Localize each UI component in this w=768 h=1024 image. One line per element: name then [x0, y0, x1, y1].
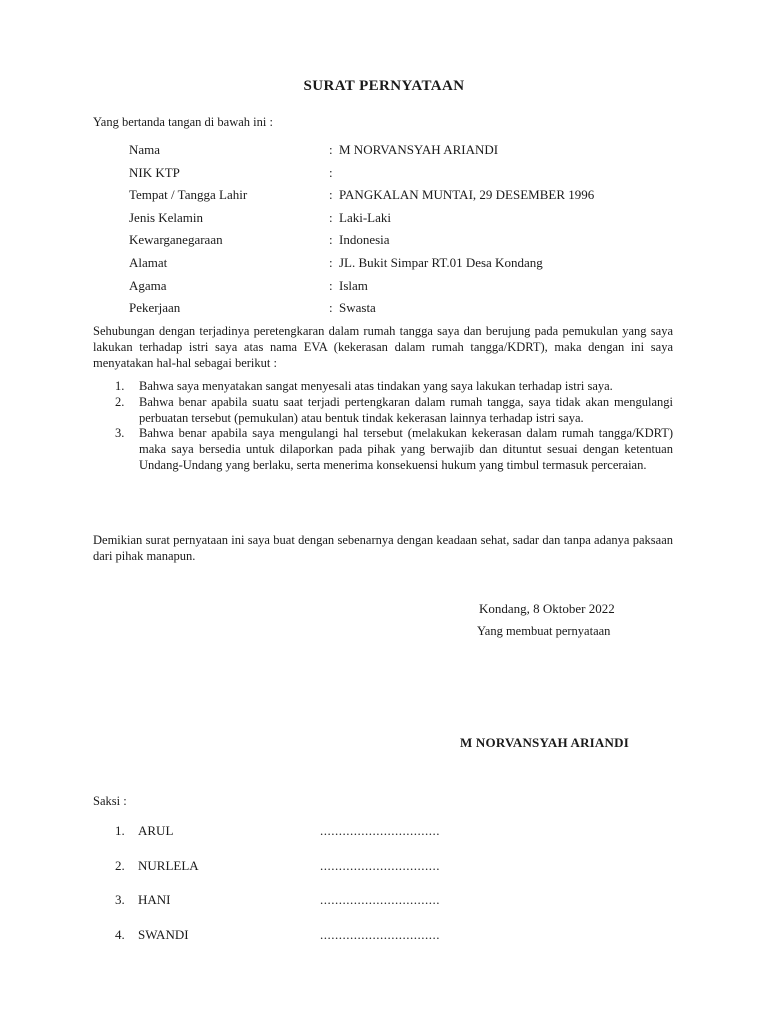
field-value: Laki-Laki — [339, 209, 391, 225]
list-text: Bahwa benar apabila saya mengulangi hal tersebut (melakukan kekerasan dalam rumah tangga/KDRT) maka saya bersedia untuk dilaporkan pada pihak yang berwajib dan dituntut sesuai dengan ketentuan Undang-Undang yang berlaku, serta menerima konsekuensi hukum yang timbul termasuk perceraian. — [139, 426, 673, 472]
field-label: Alamat — [129, 254, 168, 270]
field-row-occupation — [129, 299, 689, 322]
field-colon: : — [329, 254, 333, 270]
witness-number: 2. — [115, 857, 125, 873]
list-number: 1. — [115, 379, 125, 393]
field-row-gender — [129, 209, 689, 232]
signature-line: ................................ — [320, 892, 440, 907]
field-row-address — [129, 254, 689, 277]
witness-name: HANI — [138, 892, 171, 907]
list-text: Bahwa saya menyatakan sangat menyesali atas tindakan yang saya lakukan terhadap istri saya. — [139, 379, 613, 393]
document-title: SURAT PERNYATAAN — [303, 78, 465, 94]
list-item — [93, 426, 673, 473]
field-label: Kewarganegaraan — [129, 232, 223, 248]
field-colon: : — [329, 164, 333, 180]
witness-name: NURLELA — [138, 857, 199, 873]
witness-list — [115, 823, 515, 961]
witness-name: SWANDI — [138, 926, 189, 942]
list-item — [115, 858, 515, 893]
field-colon: : — [329, 300, 333, 316]
field-value: M NORVANSYAH ARIANDI — [339, 142, 499, 157]
list-item — [93, 379, 673, 395]
place-date: Kondang, 8 Oktober 2022 — [479, 601, 615, 616]
context-paragraph: Sehubungan dengan terjadinya peretengkaran dalam rumah tangga saya dan berujung pada pemukulan yang saya lakukan terhadap istri saya atas nama EVA (kekerasan dalam rumah tangga/KDRT), maka dengan ini saya menyatakan hal-hal sebagai berikut : — [93, 324, 673, 370]
field-value: JL. Bukit Simpar RT.01 Desa Kondang — [339, 254, 543, 270]
list-item — [115, 927, 515, 962]
field-value: Swasta — [339, 300, 376, 316]
field-value: Indonesia — [339, 232, 390, 248]
field-colon: : — [329, 277, 333, 293]
list-item — [93, 395, 673, 427]
closing-paragraph: Demikian surat pernyataan ini saya buat dengan sebenarnya dengan keadaan sehat, sadar dan tanpa adanya paksaan dari pihak manapun. — [93, 533, 673, 563]
signer-name: M NORVANSYAH ARIANDI — [460, 735, 629, 750]
witness-name: ARUL — [138, 823, 174, 838]
field-colon: : — [329, 142, 333, 157]
field-label: Tempat / Tangga Lahir — [129, 187, 248, 203]
field-row-nama — [129, 141, 689, 164]
statement-list — [93, 379, 673, 474]
signature-line: ................................ — [320, 857, 440, 873]
field-colon: : — [329, 209, 333, 225]
list-item — [115, 892, 515, 927]
witness-number: 4. — [115, 926, 125, 942]
field-label: Pekerjaan — [129, 300, 181, 316]
witness-number: 1. — [115, 823, 125, 838]
identity-fields — [129, 141, 689, 322]
list-number: 2. — [115, 394, 125, 409]
field-colon: : — [329, 232, 333, 248]
witness-number: 3. — [115, 892, 125, 907]
field-row-nik — [129, 164, 689, 187]
field-value: Islam — [339, 277, 368, 293]
field-colon: : — [329, 187, 333, 203]
list-number: 3. — [115, 426, 125, 441]
signature-line: ................................ — [320, 823, 440, 838]
field-row-birth — [129, 186, 689, 209]
field-label: Nama — [129, 142, 161, 157]
witness-label: Saksi : — [93, 794, 127, 808]
field-row-citizenship — [129, 231, 689, 254]
field-value: PANGKALAN MUNTAI, 29 DESEMBER 1996 — [339, 187, 595, 203]
signature-line: ................................ — [320, 926, 440, 942]
list-item — [115, 823, 515, 858]
list-text: Bahwa benar apabila suatu saat terjadi pertengkaran dalam rumah tangga, saya tidak akan mengulangi perbuatan tersebut (pemukulan) atau bentuk tindak kekerasan lainnya terhadap istri saya. — [139, 394, 673, 425]
field-label: Agama — [129, 277, 167, 293]
maker-label: Yang membuat pernyataan — [477, 624, 611, 638]
field-label: NIK KTP — [129, 164, 180, 180]
field-label: Jenis Kelamin — [129, 209, 204, 225]
intro-text: Yang bertanda tangan di bawah ini : — [93, 115, 273, 129]
field-row-religion — [129, 277, 689, 300]
